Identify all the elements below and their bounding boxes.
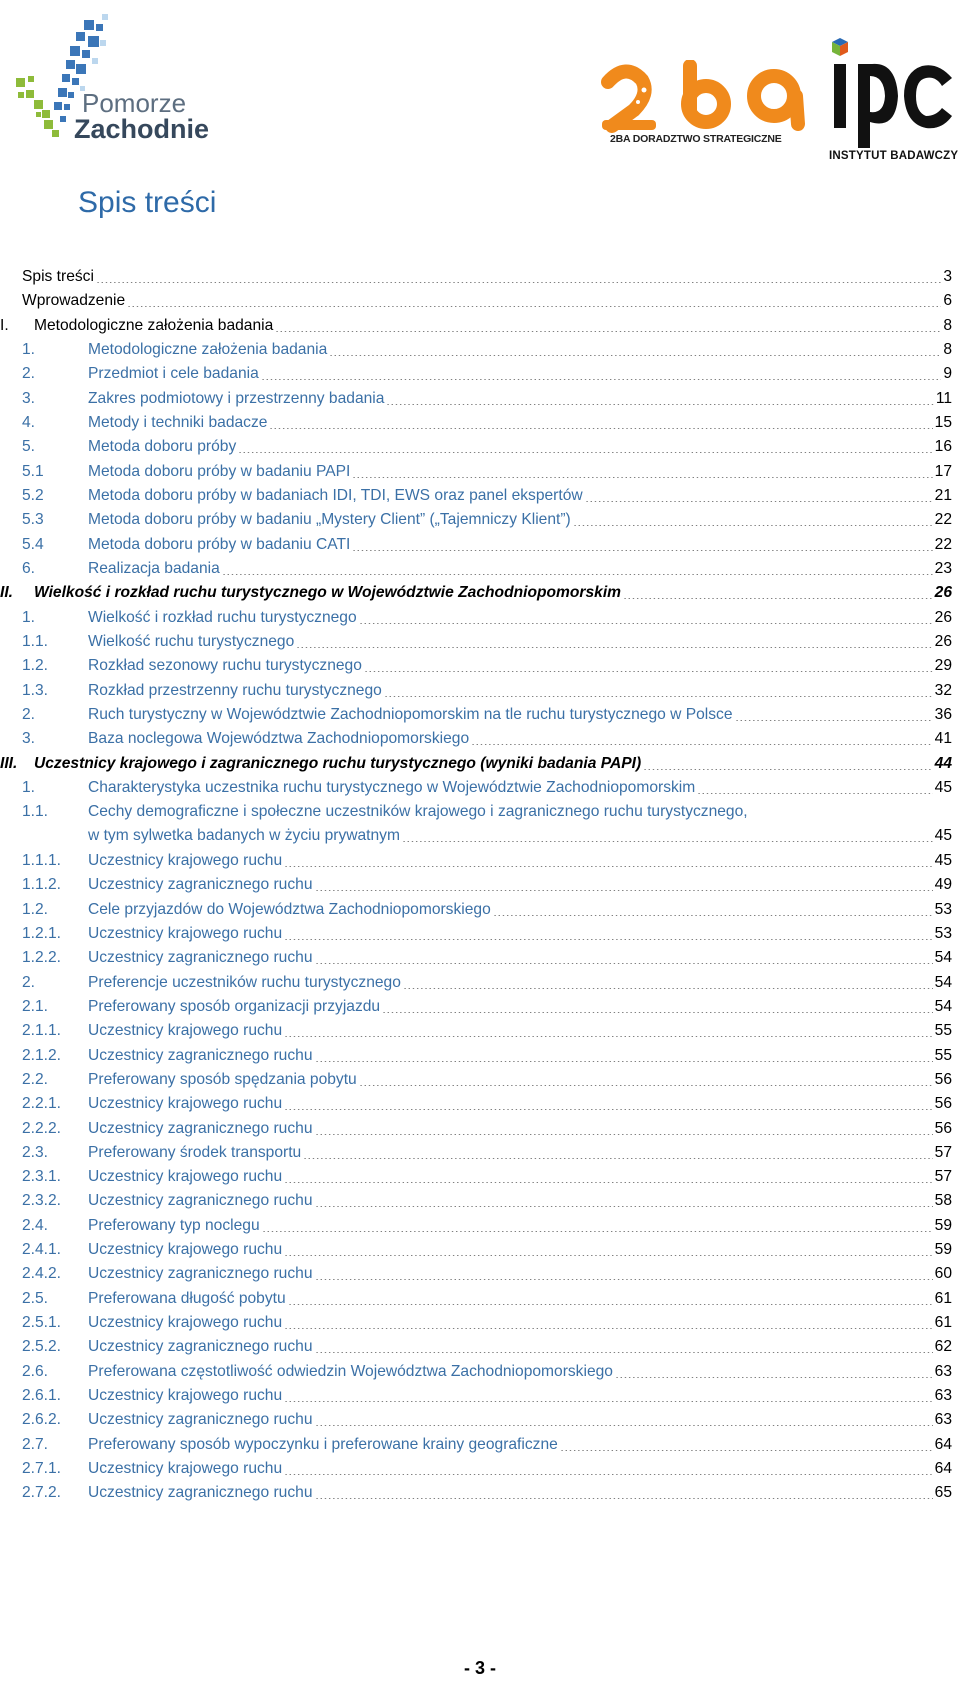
- toc-entry-title: Metoda doboru próby w badaniu „Mystery Client” („Tajemniczy Klient”): [88, 511, 571, 529]
- dot-leader: [643, 769, 932, 770]
- dot-leader: [303, 1158, 932, 1159]
- toc-entry-number: I.: [0, 316, 9, 334]
- dot-leader: [359, 1085, 933, 1086]
- toc-entry[interactable]: [0, 1433, 960, 1457]
- toc-entry-number: 2.4.: [22, 1216, 49, 1234]
- toc-entry-number: 1.2.: [22, 900, 49, 918]
- dot-leader: [127, 306, 941, 307]
- toc-entry-page: 23: [934, 559, 952, 577]
- dot-leader: [315, 1206, 933, 1207]
- toc-entry-number: 1.: [22, 778, 36, 796]
- toc-entry-title: Metody i techniki badacze: [88, 413, 268, 431]
- toc-entry-title: Uczestnicy krajowego ruchu: [88, 1241, 283, 1259]
- toc-entry-page: 16: [934, 438, 952, 456]
- toc-entry[interactable]: [0, 1044, 960, 1068]
- toc-entry-number: 3.: [22, 389, 36, 407]
- toc-entry-page: 26: [934, 608, 952, 626]
- dot-leader: [284, 1474, 933, 1475]
- toc-entry-page: 55: [934, 1022, 952, 1040]
- toc-entry-page: 56: [934, 1119, 952, 1137]
- toc-entry-number: III.: [0, 754, 18, 772]
- dot-leader: [284, 1182, 933, 1183]
- dot-leader: [284, 1401, 933, 1402]
- toc-entry-title: Preferowany sposób organizacji przyjazdu: [88, 997, 381, 1015]
- toc-entry-page: 45: [934, 851, 952, 869]
- toc-entry-page: 26: [934, 584, 952, 602]
- toc-entry-page: 32: [934, 681, 952, 699]
- toc-entry-number: 2.6.1.: [22, 1387, 62, 1405]
- toc-entry-page: 57: [934, 1143, 952, 1161]
- toc-entry[interactable]: [0, 338, 960, 362]
- dot-leader: [262, 1231, 933, 1232]
- toc-entry-page: 56: [934, 1070, 952, 1088]
- toc-entry-page: 61: [934, 1314, 952, 1332]
- toc-entry-title: Metoda doboru próby w badaniach IDI, TDI, EWS oraz panel ekspertów: [88, 486, 583, 504]
- toc-entry-title: Ruch turystyczny w Województwie Zachodniopomorskim na tle ruchu turystycznego w Polsce: [88, 705, 733, 723]
- toc-entry-title: Metoda doboru próby w badaniu CATI: [88, 535, 351, 553]
- toc-entry[interactable]: [0, 946, 960, 970]
- toc-entry[interactable]: [0, 508, 960, 532]
- dot-leader: [315, 1352, 933, 1353]
- toc-entry-page: 49: [934, 876, 952, 894]
- toc-entry-title: Uczestnicy zagranicznego ruchu: [88, 876, 313, 894]
- toc-entry-title: Charakterystyka uczestnika ruchu turystycznego w Województwie Zachodniopomorskim: [88, 778, 696, 796]
- toc-entry[interactable]: [0, 1189, 960, 1213]
- dot-leader: [284, 866, 933, 867]
- toc-entry-number: 2.5.1.: [22, 1314, 62, 1332]
- toc-entry-number: 1.2.: [22, 657, 49, 675]
- dot-leader: [284, 1328, 933, 1329]
- toc-entry-page: 61: [934, 1289, 952, 1307]
- toc-entry-number: II.: [0, 584, 13, 602]
- toc-entry-title: Preferowany typ noclegu: [88, 1216, 260, 1234]
- toc-entry-title: Uczestnicy krajowego ruchu: [88, 1168, 283, 1186]
- toc-entry[interactable]: [0, 971, 960, 995]
- toc-entry[interactable]: [0, 1360, 960, 1384]
- toc-entry-page: 26: [934, 632, 952, 650]
- toc-entry-title-continued: w tym sylwetka badanych w życiu prywatnym: [88, 827, 400, 845]
- toc-entry-title: Preferowany sposób spędzania pobytu: [88, 1070, 357, 1088]
- dot-leader: [284, 1109, 933, 1110]
- toc-entry[interactable]: [0, 435, 960, 459]
- toc-entry[interactable]: [0, 289, 960, 313]
- toc-entry[interactable]: [0, 1092, 960, 1116]
- toc-entry-title: Uczestnicy zagranicznego ruchu: [88, 1484, 313, 1502]
- toc-entry-title: Metodologiczne założenia badania: [88, 340, 328, 358]
- toc-entry-title: Uczestnicy zagranicznego ruchu: [88, 1192, 313, 1210]
- toc-entry-title: Uczestnicy zagranicznego ruchu: [88, 949, 313, 967]
- toc-entry-page: 17: [934, 462, 952, 480]
- toc-entry[interactable]: [0, 1141, 960, 1165]
- toc-entry-title: Preferowana długość pobytu: [88, 1289, 286, 1307]
- toc-entry-number: 5.3: [22, 511, 44, 529]
- toc-entry-page: 59: [934, 1216, 952, 1234]
- toc-entry[interactable]: [0, 1408, 960, 1432]
- ipc-caption: INSTYTUT BADAWCZY: [829, 150, 959, 162]
- dot-leader: [386, 404, 933, 405]
- toc-entry[interactable]: [0, 484, 960, 508]
- toc-entry-page: 54: [934, 949, 952, 967]
- toc-entry-number: 2.7.2.: [22, 1484, 62, 1502]
- dot-leader: [275, 331, 941, 332]
- toc-entry-title: Uczestnicy krajowego ruchu: [88, 1314, 283, 1332]
- toc-entry[interactable]: [0, 557, 960, 581]
- dot-leader: [315, 1279, 933, 1280]
- toc-entry-number: 2.4.1.: [22, 1241, 62, 1259]
- toc-entry-page: 15: [934, 413, 952, 431]
- toc-entry-number: 1.1.2.: [22, 876, 62, 894]
- toc-entry[interactable]: [0, 995, 960, 1019]
- dot-leader: [352, 550, 932, 551]
- logo-text-zachodnie: Zachodnie: [74, 114, 210, 144]
- toc-entry-title: Uczestnicy krajowego ruchu: [88, 924, 283, 942]
- dot-leader: [697, 793, 932, 794]
- toc-entry-number: 3.: [22, 730, 36, 748]
- toc-entry-number: 2.7.1.: [22, 1460, 62, 1478]
- toc-entry-title: Metoda doboru próby w badaniu PAPI: [88, 462, 351, 480]
- toc-entry-title: Uczestnicy krajowego ruchu: [88, 1387, 283, 1405]
- toc-entry-title: Wielkość i rozkład ruchu turystycznego w Województwie Zachodniopomorskim: [34, 584, 622, 602]
- dot-leader: [623, 598, 933, 599]
- toc-entry-page: 57: [934, 1168, 952, 1186]
- toc-entry-page: 36: [934, 705, 952, 723]
- toc-entry-title: Cechy demograficzne i społeczne uczestników krajowego i zagranicznego ruchu turystycznego,: [88, 803, 748, 821]
- toc-entry-number: 2.3.: [22, 1143, 49, 1161]
- toc-entry-title: Preferowany sposób wypoczynku i preferowane krainy geograficzne: [88, 1435, 558, 1453]
- toc-entry-title: Uczestnicy krajowego ruchu: [88, 1460, 283, 1478]
- toc-entry-number: 2.1.2.: [22, 1046, 62, 1064]
- toc-entry[interactable]: [0, 873, 960, 897]
- dot-leader: [284, 939, 933, 940]
- toc-entry-title: Uczestnicy krajowego i zagranicznego ruchu turystycznego (wyniki badania PAPI): [34, 754, 642, 772]
- dot-leader: [560, 1450, 933, 1451]
- dot-leader: [364, 671, 933, 672]
- toc-entry-title: Uczestnicy krajowego ruchu: [88, 851, 283, 869]
- toc-entry[interactable]: [0, 703, 960, 727]
- toc-entry-number: 2.: [22, 973, 36, 991]
- toc-entry[interactable]: [0, 314, 960, 338]
- toc-entry-page: 21: [934, 486, 952, 504]
- toc-entry[interactable]: [0, 1287, 960, 1311]
- toc-entry[interactable]: [0, 387, 960, 411]
- toc-entry-page: 8: [943, 340, 952, 358]
- toc-entry-title: Cele przyjazdów do Województwa Zachodniopomorskiego: [88, 900, 491, 918]
- toc-entry-page: 65: [934, 1484, 952, 1502]
- toc-entry-title: Uczestnicy zagranicznego ruchu: [88, 1338, 313, 1356]
- dot-leader: [315, 1498, 933, 1499]
- toc-entry[interactable]: [0, 581, 960, 605]
- toc-entry[interactable]: [0, 265, 960, 289]
- toc-entry[interactable]: [0, 654, 960, 678]
- toc-entry-page: 59: [934, 1241, 952, 1259]
- toc-entry-number: 1.: [22, 608, 36, 626]
- toc-entry[interactable]: [0, 1117, 960, 1141]
- toc-entry[interactable]: [0, 800, 960, 849]
- toc-entry-page: 63: [934, 1387, 952, 1405]
- page-header: [0, 0, 960, 170]
- toc-entry-page: 53: [934, 900, 952, 918]
- toc-entry[interactable]: [0, 1311, 960, 1335]
- toc-entry-number: 1.3.: [22, 681, 49, 699]
- toc-entry[interactable]: [0, 752, 960, 776]
- toc-entry-number: 1.2.1.: [22, 924, 62, 942]
- dot-leader: [269, 428, 932, 429]
- toc-entry-title: Rozkład przestrzenny ruchu turystycznego: [88, 681, 382, 699]
- toc-entry-number: 2.1.1.: [22, 1022, 62, 1040]
- toc-entry-title: Realizacja badania: [88, 559, 220, 577]
- toc-entry[interactable]: [0, 898, 960, 922]
- dot-leader: [96, 282, 941, 283]
- toc-entry[interactable]: [0, 1019, 960, 1043]
- dot-leader: [222, 574, 933, 575]
- toc-entry-page: 22: [934, 535, 952, 553]
- toc-entry-number: 1.1.1.: [22, 851, 62, 869]
- toc-entry[interactable]: [0, 1068, 960, 1092]
- toc-entry[interactable]: [0, 922, 960, 946]
- toc-entry-title: Uczestnicy zagranicznego ruchu: [88, 1119, 313, 1137]
- toc-entry-page: 54: [934, 997, 952, 1015]
- toc-entry-title: Preferowany środek transportu: [88, 1143, 302, 1161]
- toc-entry-page: 55: [934, 1046, 952, 1064]
- ipc-logo: [828, 38, 959, 164]
- toc-entry-number: 2.2.2.: [22, 1119, 62, 1137]
- toc-entry-number: 2.7.: [22, 1435, 49, 1453]
- toc-entry-title: Wielkość i rozkład ruchu turystycznego: [88, 608, 357, 626]
- toc-entry-number: 2.4.2.: [22, 1265, 62, 1283]
- dot-leader: [261, 379, 942, 380]
- toc-entry-number: 2.: [22, 365, 36, 383]
- toc-entry-number: 1.1.: [22, 803, 49, 821]
- dot-leader: [359, 623, 933, 624]
- toc-entry[interactable]: [0, 533, 960, 557]
- toc-heading: Spis treści: [78, 186, 217, 219]
- toc-entry[interactable]: [0, 630, 960, 654]
- toc-entry-title: Uczestnicy zagranicznego ruchu: [88, 1411, 313, 1429]
- toc-entry-title: Metodologiczne założenia badania: [34, 316, 274, 334]
- toc-entry-page: 64: [934, 1435, 952, 1453]
- toc-list: [0, 265, 960, 1506]
- toc-entry-number: 5.4: [22, 535, 44, 553]
- toc-entry-number: 2.2.: [22, 1070, 49, 1088]
- dot-leader: [382, 1012, 933, 1013]
- toc-entry[interactable]: [0, 1238, 960, 1262]
- dot-leader: [493, 915, 933, 916]
- dot-leader: [315, 890, 933, 891]
- toc-entry-number: 1.2.2.: [22, 949, 62, 967]
- dot-leader: [315, 1061, 933, 1062]
- 2ba-logo: [598, 60, 818, 160]
- toc-entry-title: Preferowana częstotliwość odwiedzin Województwa Zachodniopomorskiego: [88, 1362, 613, 1380]
- toc-entry-page: 22: [934, 511, 952, 529]
- toc-entry-title: Zakres podmiotowy i przestrzenny badania: [88, 389, 385, 407]
- toc-entry-number: 2.6.2.: [22, 1411, 62, 1429]
- toc-entry-page: 3: [943, 268, 952, 285]
- toc-entry-page: 63: [934, 1362, 952, 1380]
- toc-entry-number: 5.2: [22, 486, 44, 504]
- toc-entry[interactable]: [0, 362, 960, 386]
- dot-leader: [384, 696, 933, 697]
- toc-entry-page: 45: [934, 778, 952, 796]
- toc-entry-page: 44: [934, 754, 952, 772]
- toc-entry-page: 8: [943, 316, 952, 334]
- toc-entry-number: 1.1.: [22, 632, 49, 650]
- toc-entry-page: 9: [943, 365, 952, 383]
- toc-entry[interactable]: [0, 1481, 960, 1505]
- dot-leader: [284, 1255, 933, 1256]
- dot-leader: [573, 525, 933, 526]
- dot-leader: [315, 963, 933, 964]
- dot-leader: [585, 501, 933, 502]
- dot-leader: [735, 720, 933, 721]
- toc-entry-number: 2.2.1.: [22, 1095, 62, 1113]
- page-number: - 3 -: [463, 1658, 496, 1678]
- toc-entry-title: Przedmiot i cele badania: [88, 365, 259, 383]
- toc-entry-number: 2.5.: [22, 1289, 49, 1307]
- toc-entry-title: Uczestnicy zagranicznego ruchu: [88, 1046, 313, 1064]
- toc-entry[interactable]: [0, 460, 960, 484]
- toc-entry[interactable]: [0, 1335, 960, 1359]
- dot-leader: [315, 1134, 933, 1135]
- toc-entry-title: Uczestnicy krajowego ruchu: [88, 1095, 283, 1113]
- toc-entry-number: 6.: [22, 559, 36, 577]
- toc-entry-page: 63: [934, 1411, 952, 1429]
- dot-leader: [315, 1425, 933, 1426]
- toc-entry-title: Preferencje uczestników ruchu turystycznego: [88, 973, 401, 991]
- toc-entry-number: 5.1: [22, 462, 44, 480]
- dot-leader: [352, 477, 932, 478]
- toc-entry[interactable]: [0, 606, 960, 630]
- toc-entry[interactable]: [0, 1384, 960, 1408]
- dot-leader: [615, 1377, 933, 1378]
- toc-entry-number: 2.: [22, 705, 36, 723]
- toc-entry-number: 2.1.: [22, 997, 49, 1015]
- toc-entry-title: Rozkład sezonowy ruchu turystycznego: [88, 657, 362, 675]
- dot-leader: [403, 988, 933, 989]
- toc-entry-page: 54: [934, 973, 952, 991]
- dot-leader: [284, 1036, 933, 1037]
- dot-leader: [471, 744, 933, 745]
- toc-entry-number: 2.3.1.: [22, 1168, 62, 1186]
- toc-entry-title: Metoda doboru próby: [88, 438, 237, 456]
- toc-entry-number: 5.: [22, 438, 36, 456]
- toc-entry-page: 41: [934, 730, 952, 748]
- toc-entry-title: Baza noclegowa Województwa Zachodniopomorskiego: [88, 730, 470, 748]
- toc-entry[interactable]: [0, 411, 960, 435]
- toc-entry-page: 29: [934, 657, 952, 675]
- toc-entry-page: 56: [934, 1095, 952, 1113]
- toc-entry-page: 64: [934, 1460, 952, 1478]
- toc-entry[interactable]: [0, 1457, 960, 1481]
- toc-entry[interactable]: [0, 727, 960, 751]
- dot-leader: [329, 355, 941, 356]
- toc-entry-number: 4.: [22, 413, 36, 431]
- toc-entry-page: 60: [934, 1265, 952, 1283]
- toc-entry[interactable]: [0, 1262, 960, 1286]
- dot-leader: [288, 1304, 933, 1305]
- toc-entry-number: 2.5.2.: [22, 1338, 62, 1356]
- toc-entry-number: 2.3.2.: [22, 1192, 62, 1210]
- toc-entry-page: 45: [934, 827, 952, 845]
- toc-entry-page: 6: [943, 292, 952, 310]
- toc-entry-title: Spis treści: [22, 268, 94, 285]
- toc-entry-page: 62: [934, 1338, 952, 1356]
- toc-entry[interactable]: [0, 776, 960, 800]
- toc-entry-number: 1.: [22, 340, 36, 358]
- dot-leader: [296, 647, 932, 648]
- toc-entry-page: 53: [934, 924, 952, 942]
- toc-entry-title: Uczestnicy zagranicznego ruchu: [88, 1265, 313, 1283]
- toc-entry-page: 11: [935, 389, 952, 407]
- toc-entry-title: Wprowadzenie: [22, 292, 126, 310]
- toc-entry[interactable]: [0, 679, 960, 703]
- 2ba-caption: 2BA DORADZTWO STRATEGICZNE: [610, 133, 782, 145]
- toc-entry-number: 2.6.: [22, 1362, 49, 1380]
- toc-entry[interactable]: [0, 849, 960, 873]
- toc-entry[interactable]: [0, 1165, 960, 1189]
- toc-entry-title: Uczestnicy krajowego ruchu: [88, 1022, 283, 1040]
- logo-text-pomorze: Pomorze: [82, 88, 187, 118]
- toc-entry-title: Wielkość ruchu turystycznego: [88, 632, 295, 650]
- dot-leader: [402, 841, 933, 842]
- dot-leader: [238, 452, 932, 453]
- toc-entry[interactable]: [0, 1214, 960, 1238]
- toc-entry-page: 58: [934, 1192, 952, 1210]
